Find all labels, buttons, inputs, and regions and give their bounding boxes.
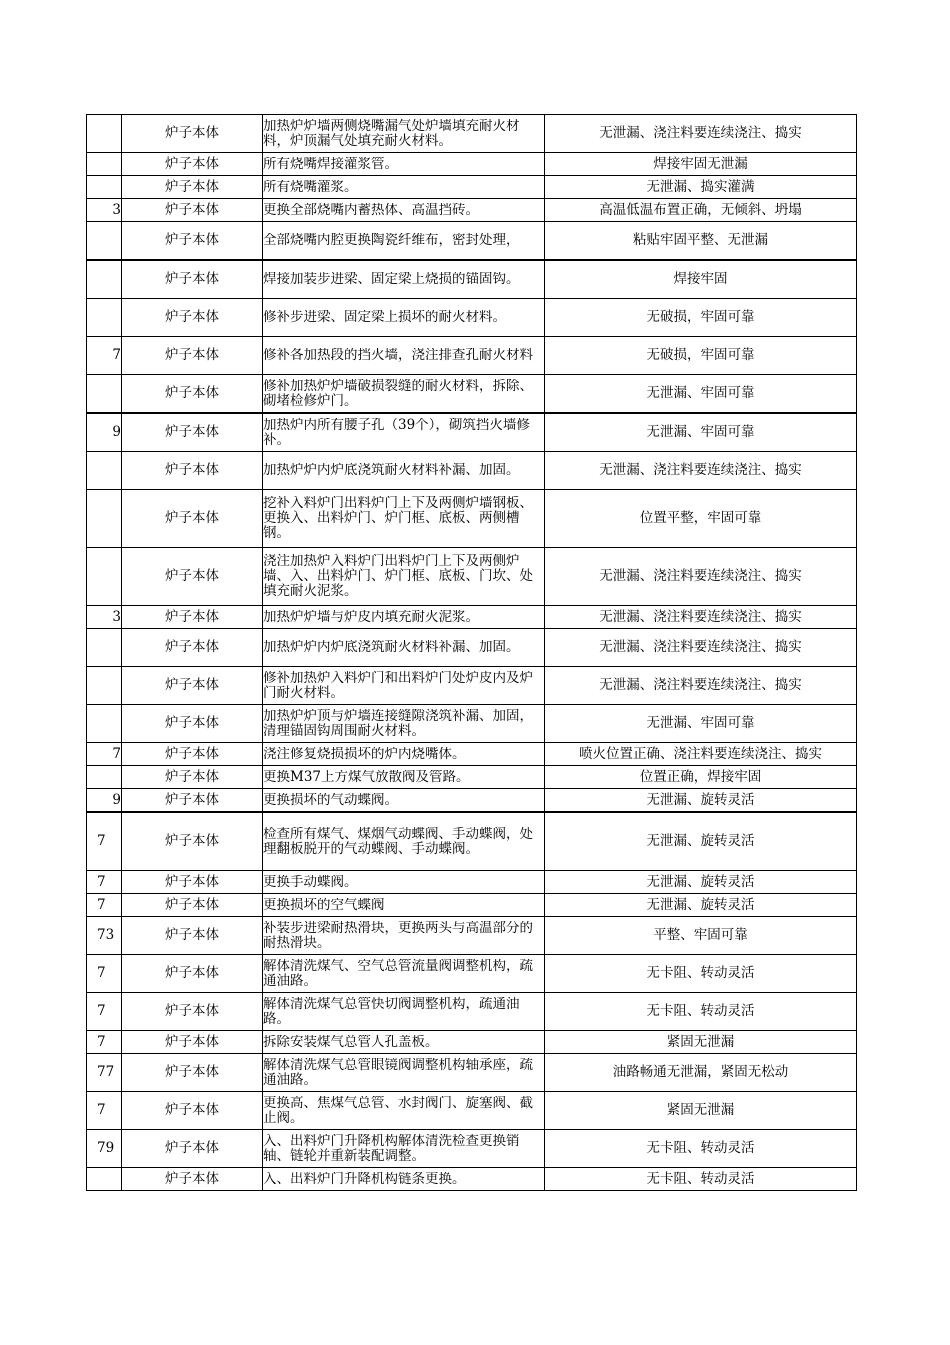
row-number-cell [87, 222, 122, 261]
work-content-text: 全部烧嘴内腔更换陶瓷纤维布，密封处理， [263, 233, 520, 248]
work-content-text: 更换M37上方煤气放散阀及管路。 [263, 769, 470, 785]
work-content-cell [263, 337, 545, 375]
part-cell: 炉子本体 [122, 199, 263, 222]
quality-standard-cell: 无破损，牢固可靠 [545, 299, 857, 337]
table-row [87, 1092, 857, 1130]
maintenance-table [86, 114, 857, 1191]
table-row [87, 199, 857, 222]
work-content-text: 入、出料炉门升降机构链条更换。 [263, 1171, 466, 1187]
row-number-cell: 7 [87, 871, 122, 894]
quality-standard-cell: 无泄漏、浇注料要连续浇注、捣实 [545, 548, 857, 606]
row-number-cell: 7 [87, 993, 122, 1031]
part-cell: 炉子本体 [122, 1168, 263, 1191]
work-content-cell [263, 413, 545, 452]
work-content-cell [263, 153, 545, 176]
maintenance-table-body [87, 115, 857, 1191]
quality-standard-cell: 无泄漏、牢固可靠 [545, 413, 857, 452]
part-cell: 炉子本体 [122, 917, 263, 955]
part-cell: 炉子本体 [122, 115, 263, 153]
part-cell: 炉子本体 [122, 222, 263, 261]
row-number-cell: 7 [87, 743, 122, 766]
row-number-cell: 7 [87, 894, 122, 917]
work-content-cell [263, 667, 545, 705]
work-content-cell [263, 955, 545, 993]
part-cell: 炉子本体 [122, 743, 263, 766]
table-row [87, 871, 857, 894]
quality-standard-cell: 紧固无泄漏 [545, 1031, 857, 1054]
work-content-cell [263, 871, 545, 894]
table-row [87, 894, 857, 917]
work-content-text: 修补加热炉入料炉门和出料炉门处炉皮内及炉门耐火材料。 [263, 670, 533, 701]
row-number-cell [87, 490, 122, 548]
part-cell: 炉子本体 [122, 337, 263, 375]
quality-standard-cell: 紧固无泄漏 [545, 1092, 857, 1130]
quality-standard-cell: 焊接牢固无泄漏 [545, 153, 857, 176]
work-content-text: 更换损坏的气动蝶阀。 [263, 792, 398, 808]
table-row [87, 375, 857, 414]
work-content-cell [263, 115, 545, 153]
row-number-cell [87, 766, 122, 789]
part-cell: 炉子本体 [122, 299, 263, 337]
table-row [87, 337, 857, 375]
work-content-text: 解体清洗煤气总管快切阀调整机构，疏通油路。 [263, 996, 520, 1027]
part-cell: 炉子本体 [122, 812, 263, 871]
quality-standard-cell: 喷火位置正确、浇注料要连续浇注、捣实 [545, 743, 857, 766]
work-content-cell [263, 176, 545, 199]
part-cell: 炉子本体 [122, 955, 263, 993]
table-row [87, 413, 857, 452]
work-content-cell [263, 490, 545, 548]
row-number-cell: 9 [87, 413, 122, 452]
table-row [87, 490, 857, 548]
quality-standard-cell: 无卡阻、转动灵活 [545, 1130, 857, 1168]
work-content-cell [263, 222, 545, 261]
work-content-text: 浇注修复烧损损坏的炉内烧嘴体。 [263, 746, 466, 762]
part-cell: 炉子本体 [122, 153, 263, 176]
part-cell: 炉子本体 [122, 413, 263, 452]
table-row [87, 1031, 857, 1054]
row-number-cell [87, 176, 122, 199]
work-content-text: 修补各加热段的挡火墙，浇注排查孔耐火材料 [263, 348, 533, 363]
quality-standard-cell: 无泄漏、旋转灵活 [545, 894, 857, 917]
table-row [87, 705, 857, 743]
table-row [87, 153, 857, 176]
table-row [87, 743, 857, 766]
part-cell: 炉子本体 [122, 871, 263, 894]
quality-standard-cell: 无泄漏、牢固可靠 [545, 375, 857, 414]
work-content-text: 补装步进梁耐热滑块，更换两头与高温部分的耐热滑块。 [263, 920, 533, 951]
work-content-cell [263, 789, 545, 813]
row-number-cell [87, 548, 122, 606]
work-content-cell [263, 1168, 545, 1191]
work-content-cell [263, 299, 545, 337]
work-content-cell [263, 629, 545, 667]
quality-standard-cell: 位置正确，焊接牢固 [545, 766, 857, 789]
table-row [87, 452, 857, 490]
table-row [87, 917, 857, 955]
work-content-text: 修补加热炉炉墙破损裂缝的耐火材料，拆除、砌堵检修炉门。 [263, 378, 533, 409]
table-row [87, 993, 857, 1031]
work-content-cell [263, 548, 545, 606]
work-content-text: 更换高、焦煤气总管、水封阀门、旋塞阀、截止阀。 [263, 1095, 533, 1126]
work-content-text: 解体清洗煤气、空气总管流量阀调整机构，疏通油路。 [263, 958, 533, 989]
quality-standard-cell: 无泄漏、浇注料要连续浇注、捣实 [545, 452, 857, 490]
table-row [87, 548, 857, 606]
work-content-text: 拆除安装煤气总管人孔盖板。 [263, 1034, 439, 1050]
work-content-text: 焊接加装步进梁、固定梁上烧损的锚固钩。 [263, 272, 520, 287]
quality-standard-cell: 无泄漏、旋转灵活 [545, 789, 857, 813]
quality-standard-cell: 无泄漏、旋转灵活 [545, 871, 857, 894]
work-content-cell [263, 743, 545, 766]
work-content-text: 加热炉炉内炉底浇筑耐火材料补漏、加固。 [263, 463, 520, 478]
work-content-cell [263, 199, 545, 222]
work-content-text: 入、出料炉门升降机构解体清洗检查更换销轴、链轮并重新装配调整。 [263, 1133, 520, 1164]
row-number-cell: 3 [87, 606, 122, 629]
table-row [87, 812, 857, 871]
row-number-cell [87, 705, 122, 743]
part-cell: 炉子本体 [122, 1031, 263, 1054]
quality-standard-cell: 油路畅通无泄漏，紧固无松动 [545, 1054, 857, 1092]
row-number-cell: 77 [87, 1054, 122, 1092]
table-row [87, 629, 857, 667]
table-row [87, 1054, 857, 1092]
part-cell: 炉子本体 [122, 375, 263, 414]
part-cell: 炉子本体 [122, 1130, 263, 1168]
table-row [87, 955, 857, 993]
work-content-cell [263, 993, 545, 1031]
part-cell: 炉子本体 [122, 766, 263, 789]
work-content-cell [263, 1031, 545, 1054]
quality-standard-cell: 无泄漏、牢固可靠 [545, 705, 857, 743]
quality-standard-cell: 高温低温布置正确，无倾斜、坍塌 [545, 199, 857, 222]
quality-standard-cell: 无泄漏、浇注料要连续浇注、捣实 [545, 667, 857, 705]
part-cell: 炉子本体 [122, 629, 263, 667]
row-number-cell: 7 [87, 955, 122, 993]
row-number-cell [87, 260, 122, 299]
work-content-text: 加热炉炉顶与炉墙连接缝隙浇筑补漏、加固，清理锚固钩周围耐火材料。 [263, 708, 533, 739]
part-cell: 炉子本体 [122, 606, 263, 629]
part-cell: 炉子本体 [122, 667, 263, 705]
work-content-text: 加热炉炉墙两侧烧嘴漏气处炉墙填充耐火材料，炉顶漏气处填充耐火材料。 [263, 118, 520, 149]
row-number-cell: 7 [87, 812, 122, 871]
work-content-cell [263, 894, 545, 917]
row-number-cell [87, 1168, 122, 1191]
work-content-text: 浇注加热炉入料炉门出料炉门上下及两侧炉墙、入、出料炉门、炉门框、底板、门坎、处填充耐火泥浆。 [263, 554, 533, 599]
quality-standard-cell: 位置平整，牢固可靠 [545, 490, 857, 548]
work-content-cell [263, 917, 545, 955]
part-cell: 炉子本体 [122, 789, 263, 813]
table-row [87, 766, 857, 789]
work-content-text: 更换手动蝶阀。 [263, 874, 358, 890]
table-row [87, 1168, 857, 1191]
row-number-cell [87, 375, 122, 414]
work-content-text: 加热炉炉墙与炉皮内填充耐火泥浆。 [263, 609, 479, 625]
quality-standard-cell: 无卡阻、转动灵活 [545, 993, 857, 1031]
work-content-cell [263, 812, 545, 871]
work-content-cell [263, 1130, 545, 1168]
work-content-cell [263, 606, 545, 629]
table-row [87, 606, 857, 629]
row-number-cell [87, 299, 122, 337]
quality-standard-cell: 无泄漏、浇注料要连续浇注、捣实 [545, 606, 857, 629]
quality-standard-cell: 无卡阻、转动灵活 [545, 1168, 857, 1191]
maintenance-table-sheet [86, 114, 856, 1191]
work-content-text: 解体清洗煤气总管眼镜阀调整机构轴承座，疏通油路。 [263, 1057, 533, 1088]
quality-standard-cell: 无卡阻、转动灵活 [545, 955, 857, 993]
work-content-text: 挖补入料炉门出料炉门上下及两侧炉墙钢板、更换入、出料炉门、炉门框、底板、两侧槽钢。 [263, 496, 533, 541]
quality-standard-cell: 无泄漏、捣实灌满 [545, 176, 857, 199]
part-cell: 炉子本体 [122, 993, 263, 1031]
row-number-cell: 9 [87, 789, 122, 813]
table-row [87, 176, 857, 199]
quality-standard-cell: 平整、牢固可靠 [545, 917, 857, 955]
row-number-cell: 3 [87, 199, 122, 222]
row-number-cell [87, 452, 122, 490]
quality-standard-cell: 无泄漏、浇注料要连续浇注、捣实 [545, 115, 857, 153]
row-number-cell: 73 [87, 917, 122, 955]
quality-standard-cell: 粘贴牢固平整、无泄漏 [545, 222, 857, 261]
table-row [87, 789, 857, 813]
work-content-text: 所有烧嘴焊接灌浆管。 [263, 156, 398, 172]
part-cell: 炉子本体 [122, 705, 263, 743]
table-row [87, 260, 857, 299]
table-row [87, 222, 857, 261]
work-content-text: 检查所有煤气、煤烟气动蝶阀、手动蝶阀，处理翻板脱开的气动蝶阀、手动蝶阀。 [263, 826, 533, 857]
row-number-cell: 7 [87, 337, 122, 375]
part-cell: 炉子本体 [122, 548, 263, 606]
row-number-cell [87, 153, 122, 176]
part-cell: 炉子本体 [122, 1092, 263, 1130]
part-cell: 炉子本体 [122, 1054, 263, 1092]
row-number-cell: 7 [87, 1092, 122, 1130]
work-content-cell [263, 1054, 545, 1092]
work-content-text: 更换全部烧嘴内蓄热体、高温挡砖。 [263, 202, 479, 218]
work-content-cell [263, 452, 545, 490]
table-row [87, 667, 857, 705]
work-content-cell [263, 260, 545, 299]
work-content-text: 加热炉内所有腰子孔（39个），砌筑挡火墙修补。 [263, 417, 530, 448]
part-cell: 炉子本体 [122, 894, 263, 917]
quality-standard-cell: 焊接牢固 [545, 260, 857, 299]
quality-standard-cell: 无泄漏、浇注料要连续浇注、捣实 [545, 629, 857, 667]
work-content-text: 修补步进梁、固定梁上损坏的耐火材料。 [263, 310, 506, 325]
work-content-text: 所有烧嘴灌浆。 [263, 179, 358, 195]
row-number-cell: 7 [87, 1031, 122, 1054]
table-row [87, 1130, 857, 1168]
work-content-text: 加热炉炉内炉底浇筑耐火材料补漏、加固。 [263, 640, 520, 655]
quality-standard-cell: 无泄漏、旋转灵活 [545, 812, 857, 871]
row-number-cell [87, 629, 122, 667]
work-content-cell [263, 1092, 545, 1130]
row-number-cell [87, 115, 122, 153]
part-cell: 炉子本体 [122, 490, 263, 548]
work-content-cell [263, 375, 545, 414]
work-content-cell [263, 705, 545, 743]
part-cell: 炉子本体 [122, 452, 263, 490]
row-number-cell: 79 [87, 1130, 122, 1168]
part-cell: 炉子本体 [122, 176, 263, 199]
table-row [87, 299, 857, 337]
part-cell: 炉子本体 [122, 260, 263, 299]
work-content-text: 更换损坏的空气蝶阀 [263, 897, 385, 913]
table-row [87, 115, 857, 153]
row-number-cell [87, 667, 122, 705]
work-content-cell [263, 766, 545, 789]
quality-standard-cell: 无破损，牢固可靠 [545, 337, 857, 375]
